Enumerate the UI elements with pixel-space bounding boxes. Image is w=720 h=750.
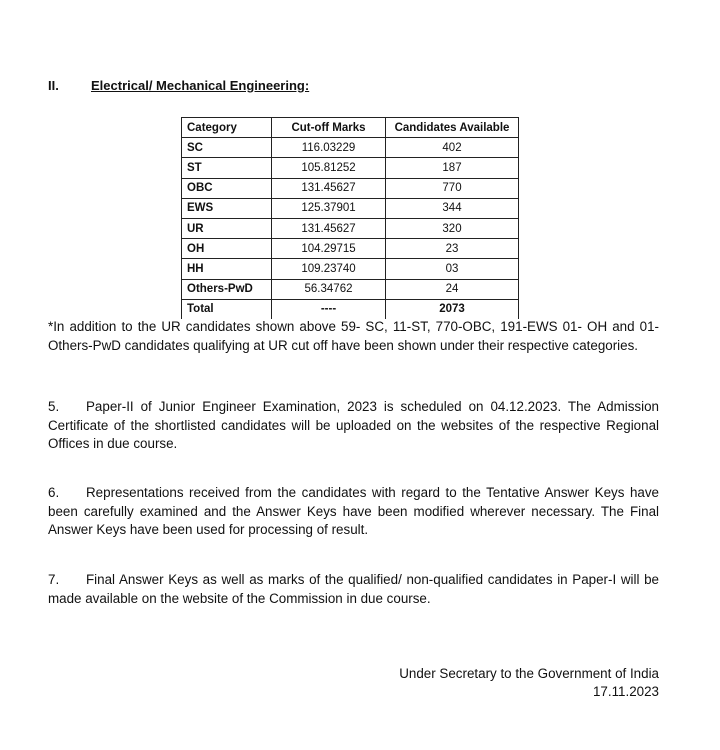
table-row [182, 239, 519, 259]
candidates-cell: 402 [386, 138, 519, 158]
category-cell: SC [182, 138, 272, 158]
candidates-cell: 344 [386, 198, 519, 218]
table-row [182, 178, 519, 198]
paragraph-number: 6. [48, 485, 60, 500]
category-cell: EWS [182, 198, 272, 218]
cutoff-cell: 116.03229 [272, 138, 386, 158]
candidates-cell: 770 [386, 178, 519, 198]
candidates-cell: 24 [386, 279, 519, 299]
category-cell: UR [182, 218, 272, 238]
paragraph-5 [48, 398, 659, 454]
category-cell: Others-PwD [182, 279, 272, 299]
paragraph-6 [48, 484, 659, 540]
paragraph-text: Paper-II of Junior Engineer Examination, 2023 is scheduled on 04.12.2023. The Admission Certificate of the shortlisted candidates will be uploaded on the websites of the respective Regional Offices in due course. [48, 399, 659, 451]
cutoff-cell: 105.81252 [272, 158, 386, 178]
signatory-designation: Under Secretary to the Government of India [399, 666, 659, 681]
cutoff-cell: 109.23740 [272, 259, 386, 279]
section-title: Electrical/ Mechanical Engineering: [91, 78, 310, 93]
ur-footnote: *In addition to the UR candidates shown above 59- SC, 11-ST, 770-OBC, 191-EWS 01- OH and 01-Others-PwD candidates qualifying at UR cut off have been shown under their respective categories. [48, 319, 659, 353]
header-category: Category [182, 118, 272, 138]
cutoff-cell: 104.29715 [272, 239, 386, 259]
cutoff-cell: 56.34762 [272, 279, 386, 299]
table-row [182, 259, 519, 279]
total-candidates-cell: 2073 [386, 299, 519, 319]
cutoff-cell: 131.45627 [272, 218, 386, 238]
category-cell: OBC [182, 178, 272, 198]
paragraph-number: 7. [48, 572, 60, 587]
notice-date: 17.11.2023 [592, 684, 659, 699]
cutoff-cell: 131.45627 [272, 178, 386, 198]
table-row [182, 218, 519, 238]
table-row [182, 198, 519, 218]
candidates-cell: 187 [386, 158, 519, 178]
section-number: II. [48, 78, 59, 93]
candidates-cell: 03 [386, 259, 519, 279]
table-row [182, 158, 519, 178]
paragraph-text: Final Answer Keys as well as marks of the qualified/ non-qualified candidates in Paper-I will be made available on the website of the Commission in due course. [48, 572, 659, 606]
table-total-row [182, 299, 519, 319]
table-row [182, 138, 519, 158]
paragraph-number: 5. [48, 399, 60, 414]
paragraph-text: Representations received from the candidates with regard to the Tentative Answer Keys have been carefully examined and the Answer Keys have been modified wherever necessary. The Final Answer Keys have been used for processing of result. [48, 485, 659, 537]
total-cutoff-cell: ---- [272, 299, 386, 319]
candidates-cell: 320 [386, 218, 519, 238]
category-cell: OH [182, 239, 272, 259]
category-cell: HH [182, 259, 272, 279]
header-cutoff-marks: Cut-off Marks [272, 118, 386, 138]
cutoff-cell: 125.37901 [272, 198, 386, 218]
table-row [182, 279, 519, 299]
cutoff-table [181, 117, 519, 319]
candidates-cell: 23 [386, 239, 519, 259]
table-header-row [182, 118, 519, 138]
total-label-cell: Total [182, 299, 272, 319]
paragraph-7 [48, 571, 659, 608]
category-cell: ST [182, 158, 272, 178]
header-candidates-available: Candidates Available [386, 118, 519, 138]
